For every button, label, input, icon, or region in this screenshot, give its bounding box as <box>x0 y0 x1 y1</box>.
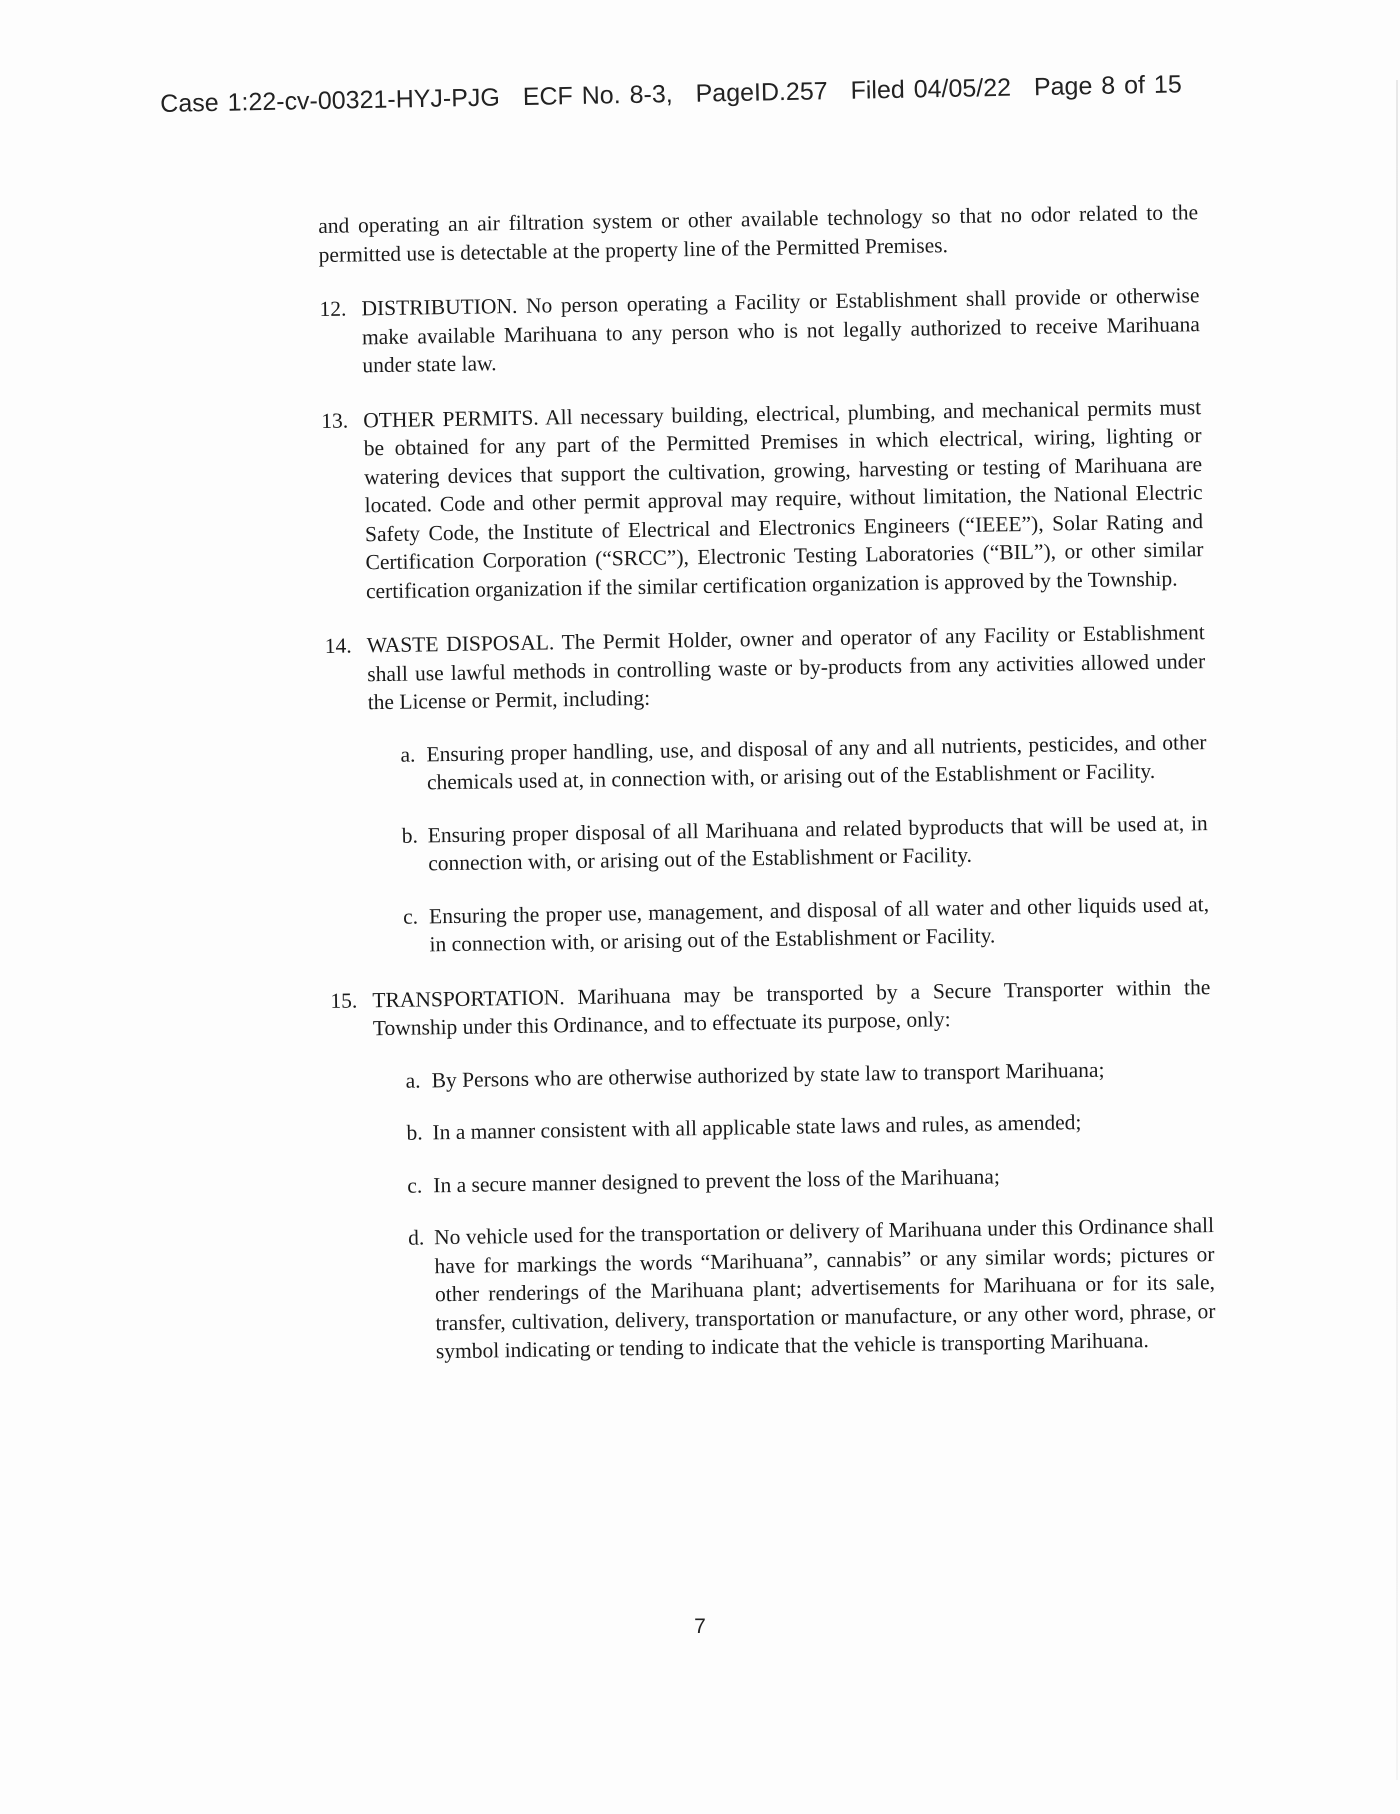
section-14 <box>325 618 1206 717</box>
section-number: 13. <box>321 408 349 433</box>
section-12 <box>319 281 1200 380</box>
section-14-item-b <box>328 809 1209 880</box>
filed-date: Filed 04/05/22 <box>850 73 1012 105</box>
item-text: In a manner consistent with all applicable state laws and rules, as amended; <box>432 1110 1082 1145</box>
item-text: In a secure manner designed to prevent the loss of the Marihuana; <box>433 1163 1000 1197</box>
section-15-item-a <box>331 1054 1211 1096</box>
section-15-item-d <box>334 1211 1216 1367</box>
section-13 <box>321 393 1204 606</box>
item-letter: a. <box>405 1067 421 1093</box>
item-letter: c. <box>402 904 419 929</box>
section-15 <box>330 973 1211 1044</box>
item-text: Ensuring the proper use, management, and disposal of all water and other liquids used at, in connection with, or arising out of the Establishment or Facility. <box>428 891 1210 957</box>
section-number: 12. <box>319 296 347 321</box>
case-number: Case 1:22-cv-00321-HYJ-PJG <box>160 83 501 118</box>
item-letter: b. <box>401 823 419 848</box>
section-14-item-c <box>329 890 1210 961</box>
item-letter: c. <box>407 1172 423 1198</box>
section-number: 14. <box>324 633 352 658</box>
section-text: OTHER PERMITS. All necessary building, electrical, plumbing, and mechanical permits must be obtained for any part of the Permitted Premises in which electrical, wiring, lighting or watering devices that support the cultivation, growing, harvesting or testing of Marihuana are located. Code and other permit approval may require, without limitation, the National Electric Safety Code, the Institute of Electrical and Electronics Engineers (“IEEE”), Solar Rating and Certification Corporation (“SRCC”), Electronic Testing Laboratories (“BIL”), or other similar certification organization if the similar certification organization is approved by the Township. <box>363 394 1204 603</box>
ecf-header <box>160 70 1220 119</box>
item-letter: b. <box>406 1120 423 1145</box>
item-letter: a. <box>400 742 416 767</box>
section-text: WASTE DISPOSAL. The Permit Holder, owner and operator of any Facility or Establishment shall use lawful methods in controlling waste or by-products from any activities allowed under the License or Permit, including: <box>366 620 1206 715</box>
page-id: PageID.257 <box>695 77 828 108</box>
item-letter: d. <box>407 1225 425 1250</box>
section-number: 15. <box>330 987 358 1013</box>
section-text: DISTRIBUTION. No person operating a Facility or Establishment shall provide or otherwise make available Marihuana to any person who is not legally authorized to receive Marihuana under state law. <box>361 283 1201 378</box>
item-text: By Persons who are otherwise authorized by state law to transport Marihuana; <box>431 1057 1105 1092</box>
item-text: Ensuring proper disposal of all Marihuana and related byproducts that will be used at, in connection with, or arising out of the Establishment or Facility. <box>427 810 1208 876</box>
item-text: No vehicle used for the transportation or delivery of Marihuana under this Ordinance shall have for markings the words “Marihuana”, cannabis” or any similar words; pictures or other renderings of the Marihuana plant; advertisements for Marihuana or for its sale, transfer, cultivation, delivery, transportation or manufacture, or any other word, phrase, or symbol indicating or tending to indicate that the vehicle is transporting Marihuana. <box>433 1213 1216 1364</box>
section-text: TRANSPORTATION. Marihuana may be transported by a Secure Transporter within the Township under this Ordinance, and to effectuate its purpose, only: <box>372 974 1211 1041</box>
scan-edge <box>1396 80 1398 1780</box>
page-of-total: Page 8 of 15 <box>1033 70 1182 102</box>
item-text: Ensuring proper handling, use, and disposal of any and all nutrients, pesticides, and other chemicals used at, in connection with, or arising out of the Establishment or Facility. <box>426 729 1207 795</box>
page-number: 7 <box>694 1615 706 1638</box>
section-15-item-c <box>333 1159 1213 1201</box>
document-body <box>318 198 1216 1367</box>
intro-paragraph: and operating an air filtration system or other available technology so that no odor related to the permitted use is detectable at the property line of the Permitted Premises. <box>318 200 1199 267</box>
section-15-item-b <box>332 1106 1212 1148</box>
ecf-number: ECF No. 8-3, <box>522 80 673 112</box>
section-14-item-a <box>326 728 1207 799</box>
